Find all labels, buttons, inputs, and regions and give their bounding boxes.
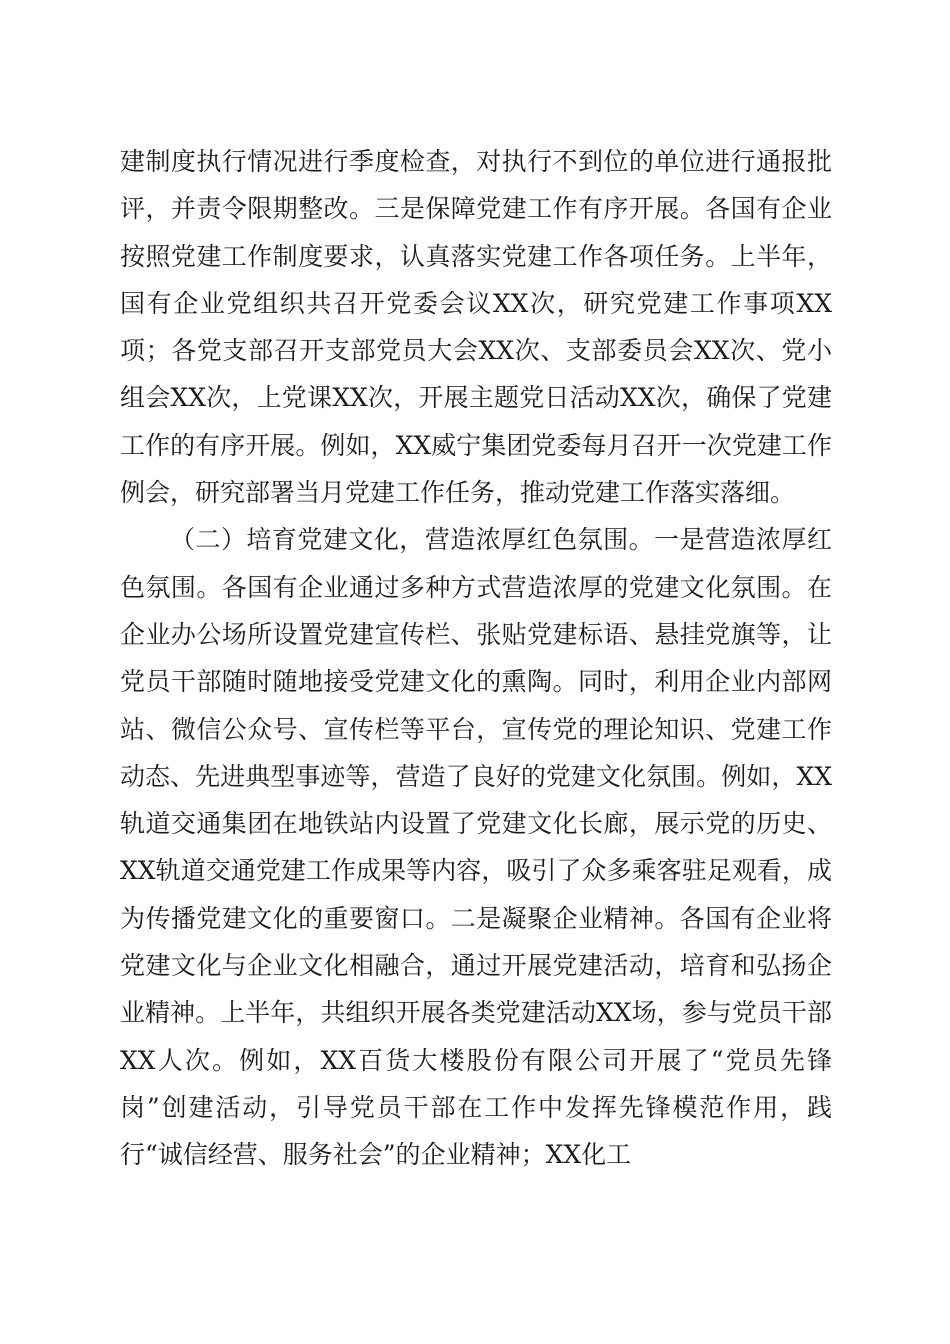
paragraph-2: [120, 516, 832, 1178]
paragraph-1: [120, 138, 832, 516]
document-body: [120, 138, 832, 1179]
section-2-heading: （二）培育党建文化，营造浓厚红色氛围。: [170, 525, 655, 555]
paragraph-1-text: 建制度执行情况进行季度检查，对执行不到位的单位进行通报批评，并责令限期整改。三是保障党建工作有序开展。各国有企业按照党建工作制度要求，认真落实党建工作各项任务。上半年，国有企业党组织共召开党委会议XX次，研究党建工作事项XX项；各党支部召开支部党员大会XX次、支部委员会XX次、党小组会XX次，上党课XX次，开展主题党日活动XX次，确保了党建工作的有序开展。例如，XX威宁集团党委每月召开一次党建工作例会，研究部署当月党建工作任务，推动党建工作落实落细。: [120, 147, 832, 508]
section-2-body: 一是营造浓厚红色氛围。各国有企业通过多种方式营造浓厚的党建文化氛围。在企业办公场所设置党建宣传栏、张贴党建标语、悬挂党旗等，让党员干部随时随地接受党建文化的熏陶。同时，利用企业内部网站、微信公众号、宣传栏等平台，宣传党的理论知识、党建工作动态、先进典型事迹等，营造了良好的党建文化氛围。例如，XX轨道交通集团在地铁站内设置了党建文化长廊，展示党的历史、XX轨道交通党建工作成果等内容，吸引了众多乘客驻足观看，成为传播党建文化的重要窗口。二是凝聚企业精神。各国有企业将党建文化与企业文化相融合，通过开展党建活动，培育和弘扬企业精神。上半年，共组织开展各类党建活动XX场，参与党员干部XX人次。例如，XX百货大楼股份有限公司开展了“党员先锋岗”创建活动，引导党员干部在工作中发挥先锋模范作用，践行“诚信经营、服务社会”的企业精神；XX化工: [120, 525, 832, 1170]
